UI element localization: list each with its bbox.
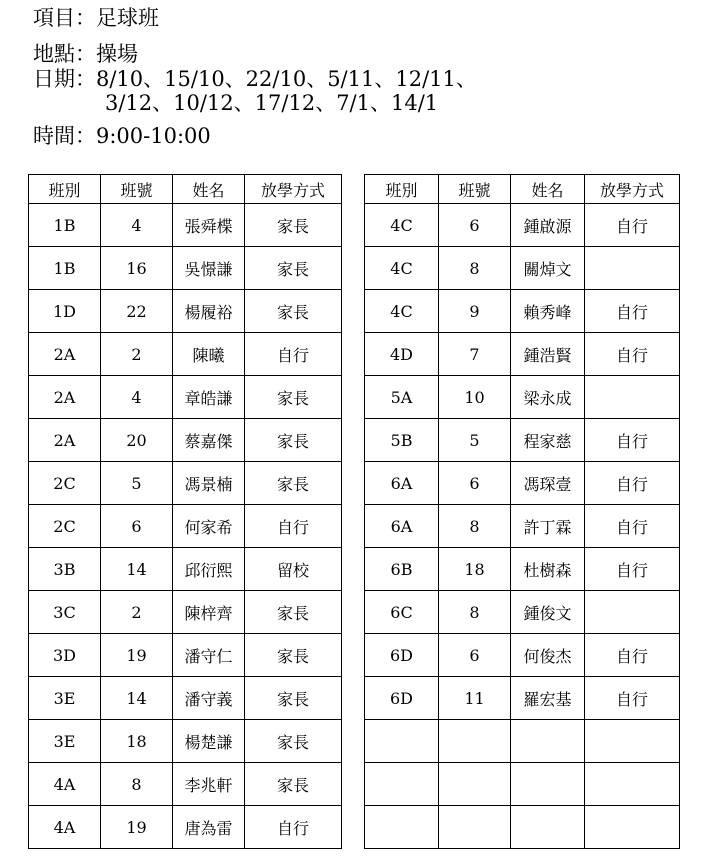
dismissal-cell: 家長	[245, 591, 342, 634]
number-cell	[439, 806, 511, 849]
name-cell: 潘守仁	[173, 634, 245, 677]
time-value: 9:00-10:00	[96, 124, 211, 148]
table-row	[365, 591, 680, 634]
number-cell: 6	[439, 634, 511, 677]
number-cell: 2	[101, 333, 173, 376]
name-cell: 唐為雷	[173, 806, 245, 849]
dismissal-cell: 自行	[585, 204, 680, 247]
name-cell: 程家慈	[511, 419, 585, 462]
dismissal-cell	[585, 806, 680, 849]
table-row	[29, 290, 342, 333]
date-line-2	[105, 91, 438, 115]
class-cell: 1B	[29, 204, 101, 247]
number-cell: 5	[439, 419, 511, 462]
table-row	[29, 376, 342, 419]
name-header: 姓名	[511, 175, 585, 204]
table-header-row	[365, 175, 680, 204]
table-row	[365, 376, 680, 419]
table-row	[29, 634, 342, 677]
table-row	[365, 204, 680, 247]
table-row	[365, 677, 680, 720]
dismissal-header: 放學方式	[245, 175, 342, 204]
name-cell: 鍾啟源	[511, 204, 585, 247]
name-cell: 蔡嘉傑	[173, 419, 245, 462]
name-cell	[511, 806, 585, 849]
class-cell	[365, 720, 439, 763]
number-cell: 19	[101, 634, 173, 677]
class-cell: 5B	[365, 419, 439, 462]
name-cell	[511, 720, 585, 763]
student-table-right	[364, 174, 680, 849]
table-row	[365, 806, 680, 849]
class-cell: 6C	[365, 591, 439, 634]
number-cell	[439, 763, 511, 806]
name-cell: 何俊杰	[511, 634, 585, 677]
number-cell: 8	[439, 505, 511, 548]
dismissal-cell: 家長	[245, 376, 342, 419]
number-cell: 6	[439, 462, 511, 505]
class-cell: 2A	[29, 333, 101, 376]
name-cell: 何家希	[173, 505, 245, 548]
dismissal-cell	[585, 720, 680, 763]
table-row	[365, 634, 680, 677]
dismissal-cell: 家長	[245, 204, 342, 247]
dismissal-cell	[585, 763, 680, 806]
name-cell: 張舜楪	[173, 204, 245, 247]
dismissal-cell: 自行	[585, 634, 680, 677]
dismissal-cell: 自行	[585, 419, 680, 462]
number-cell: 20	[101, 419, 173, 462]
number-cell: 22	[101, 290, 173, 333]
name-cell: 陳梓齊	[173, 591, 245, 634]
dismissal-header: 放學方式	[585, 175, 680, 204]
student-table-left	[28, 174, 342, 849]
class-cell: 4C	[365, 290, 439, 333]
dismissal-cell: 家長	[245, 677, 342, 720]
class-cell	[365, 763, 439, 806]
class-cell: 2A	[29, 419, 101, 462]
name-cell: 馮景楠	[173, 462, 245, 505]
name-cell: 陳曦	[173, 333, 245, 376]
dismissal-cell: 自行	[585, 505, 680, 548]
dismissal-cell: 自行	[585, 462, 680, 505]
project-value: 足球班	[96, 6, 159, 30]
class-cell: 6A	[365, 505, 439, 548]
project-label: 項目：	[33, 6, 96, 30]
number-cell: 11	[439, 677, 511, 720]
class-cell: 6A	[365, 462, 439, 505]
time-label: 時間：	[33, 124, 96, 148]
number-cell: 8	[439, 247, 511, 290]
name-cell: 馮琛壹	[511, 462, 585, 505]
table-row	[365, 290, 680, 333]
location-label: 地點：	[33, 42, 96, 66]
class-cell: 2C	[29, 505, 101, 548]
table-row	[29, 505, 342, 548]
class-cell: 6D	[365, 634, 439, 677]
name-cell: 許丁霖	[511, 505, 585, 548]
number-cell: 2	[101, 591, 173, 634]
class-cell: 4A	[29, 806, 101, 849]
table-row	[29, 591, 342, 634]
number-cell: 8	[101, 763, 173, 806]
class-cell: 3C	[29, 591, 101, 634]
class-cell: 1D	[29, 290, 101, 333]
table-row	[365, 419, 680, 462]
number-header: 班號	[101, 175, 173, 204]
dismissal-cell: 自行	[585, 333, 680, 376]
number-cell	[439, 720, 511, 763]
name-cell: 章皓謙	[173, 376, 245, 419]
dismissal-cell: 家長	[245, 247, 342, 290]
dismissal-cell: 家長	[245, 763, 342, 806]
dismissal-cell	[585, 247, 680, 290]
dismissal-cell: 自行	[245, 806, 342, 849]
table-row	[29, 806, 342, 849]
dismissal-cell	[585, 591, 680, 634]
date-value-line2: 3/12、10/12、17/12、7/1、14/1	[105, 91, 439, 115]
class-cell: 2A	[29, 376, 101, 419]
number-cell: 4	[101, 204, 173, 247]
name-cell: 梁永成	[511, 376, 585, 419]
name-cell: 鍾浩賢	[511, 333, 585, 376]
location-value: 操場	[96, 42, 138, 66]
name-cell: 潘守義	[173, 677, 245, 720]
table-row	[365, 720, 680, 763]
table-header-row	[29, 175, 342, 204]
table-row	[29, 677, 342, 720]
class-cell: 4C	[365, 247, 439, 290]
table-row	[29, 204, 342, 247]
class-cell: 5A	[365, 376, 439, 419]
class-cell: 4A	[29, 763, 101, 806]
number-header: 班號	[439, 175, 511, 204]
class-cell	[365, 806, 439, 849]
name-cell: 杜樹森	[511, 548, 585, 591]
number-cell: 18	[439, 548, 511, 591]
number-cell: 4	[101, 376, 173, 419]
number-cell: 6	[439, 204, 511, 247]
date-label: 日期：	[33, 67, 96, 91]
class-cell: 3E	[29, 720, 101, 763]
number-cell: 19	[101, 806, 173, 849]
number-cell: 9	[439, 290, 511, 333]
number-cell: 18	[101, 720, 173, 763]
location-line	[33, 42, 138, 66]
dismissal-cell: 家長	[245, 419, 342, 462]
table-row	[29, 419, 342, 462]
table-row	[29, 548, 342, 591]
project-line	[33, 6, 159, 30]
number-cell: 10	[439, 376, 511, 419]
name-header: 姓名	[173, 175, 245, 204]
table-row	[365, 462, 680, 505]
table-row	[365, 247, 680, 290]
class-cell: 3D	[29, 634, 101, 677]
table-row	[365, 505, 680, 548]
table-row	[29, 247, 342, 290]
table-row	[365, 548, 680, 591]
name-cell: 賴秀峰	[511, 290, 585, 333]
class-cell: 2C	[29, 462, 101, 505]
name-cell	[511, 763, 585, 806]
name-cell: 李兆軒	[173, 763, 245, 806]
table-body	[29, 204, 342, 849]
class-cell: 6D	[365, 677, 439, 720]
table-body	[365, 204, 680, 849]
class-header: 班別	[29, 175, 101, 204]
number-cell: 16	[101, 247, 173, 290]
name-cell: 楊楚謙	[173, 720, 245, 763]
name-cell: 邱衍熙	[173, 548, 245, 591]
number-cell: 14	[101, 677, 173, 720]
number-cell: 6	[101, 505, 173, 548]
dismissal-cell: 自行	[585, 290, 680, 333]
class-header: 班別	[365, 175, 439, 204]
class-cell: 3B	[29, 548, 101, 591]
table-row	[365, 333, 680, 376]
table-row	[29, 720, 342, 763]
table-row	[29, 462, 342, 505]
time-line	[33, 124, 211, 148]
dismissal-cell: 家長	[245, 634, 342, 677]
dismissal-cell: 家長	[245, 462, 342, 505]
dismissal-cell: 自行	[245, 333, 342, 376]
dismissal-cell: 家長	[245, 720, 342, 763]
date-value-line1: 8/10、15/10、22/10、5/11、12/11、	[96, 67, 477, 91]
dismissal-cell: 自行	[585, 677, 680, 720]
number-cell: 14	[101, 548, 173, 591]
number-cell: 5	[101, 462, 173, 505]
table-row	[29, 333, 342, 376]
number-cell: 8	[439, 591, 511, 634]
dismissal-cell: 留校	[245, 548, 342, 591]
class-cell: 1B	[29, 247, 101, 290]
table-row	[365, 763, 680, 806]
dismissal-cell	[585, 376, 680, 419]
dismissal-cell: 自行	[245, 505, 342, 548]
name-cell: 楊履裕	[173, 290, 245, 333]
class-cell: 4C	[365, 204, 439, 247]
dismissal-cell: 家長	[245, 290, 342, 333]
dismissal-cell: 自行	[585, 548, 680, 591]
class-cell: 3E	[29, 677, 101, 720]
class-cell: 4D	[365, 333, 439, 376]
name-cell: 關焯文	[511, 247, 585, 290]
name-cell: 吳憬謙	[173, 247, 245, 290]
class-cell: 6B	[365, 548, 439, 591]
date-line	[33, 67, 477, 91]
number-cell: 7	[439, 333, 511, 376]
table-row	[29, 763, 342, 806]
name-cell: 鍾俊文	[511, 591, 585, 634]
name-cell: 羅宏基	[511, 677, 585, 720]
